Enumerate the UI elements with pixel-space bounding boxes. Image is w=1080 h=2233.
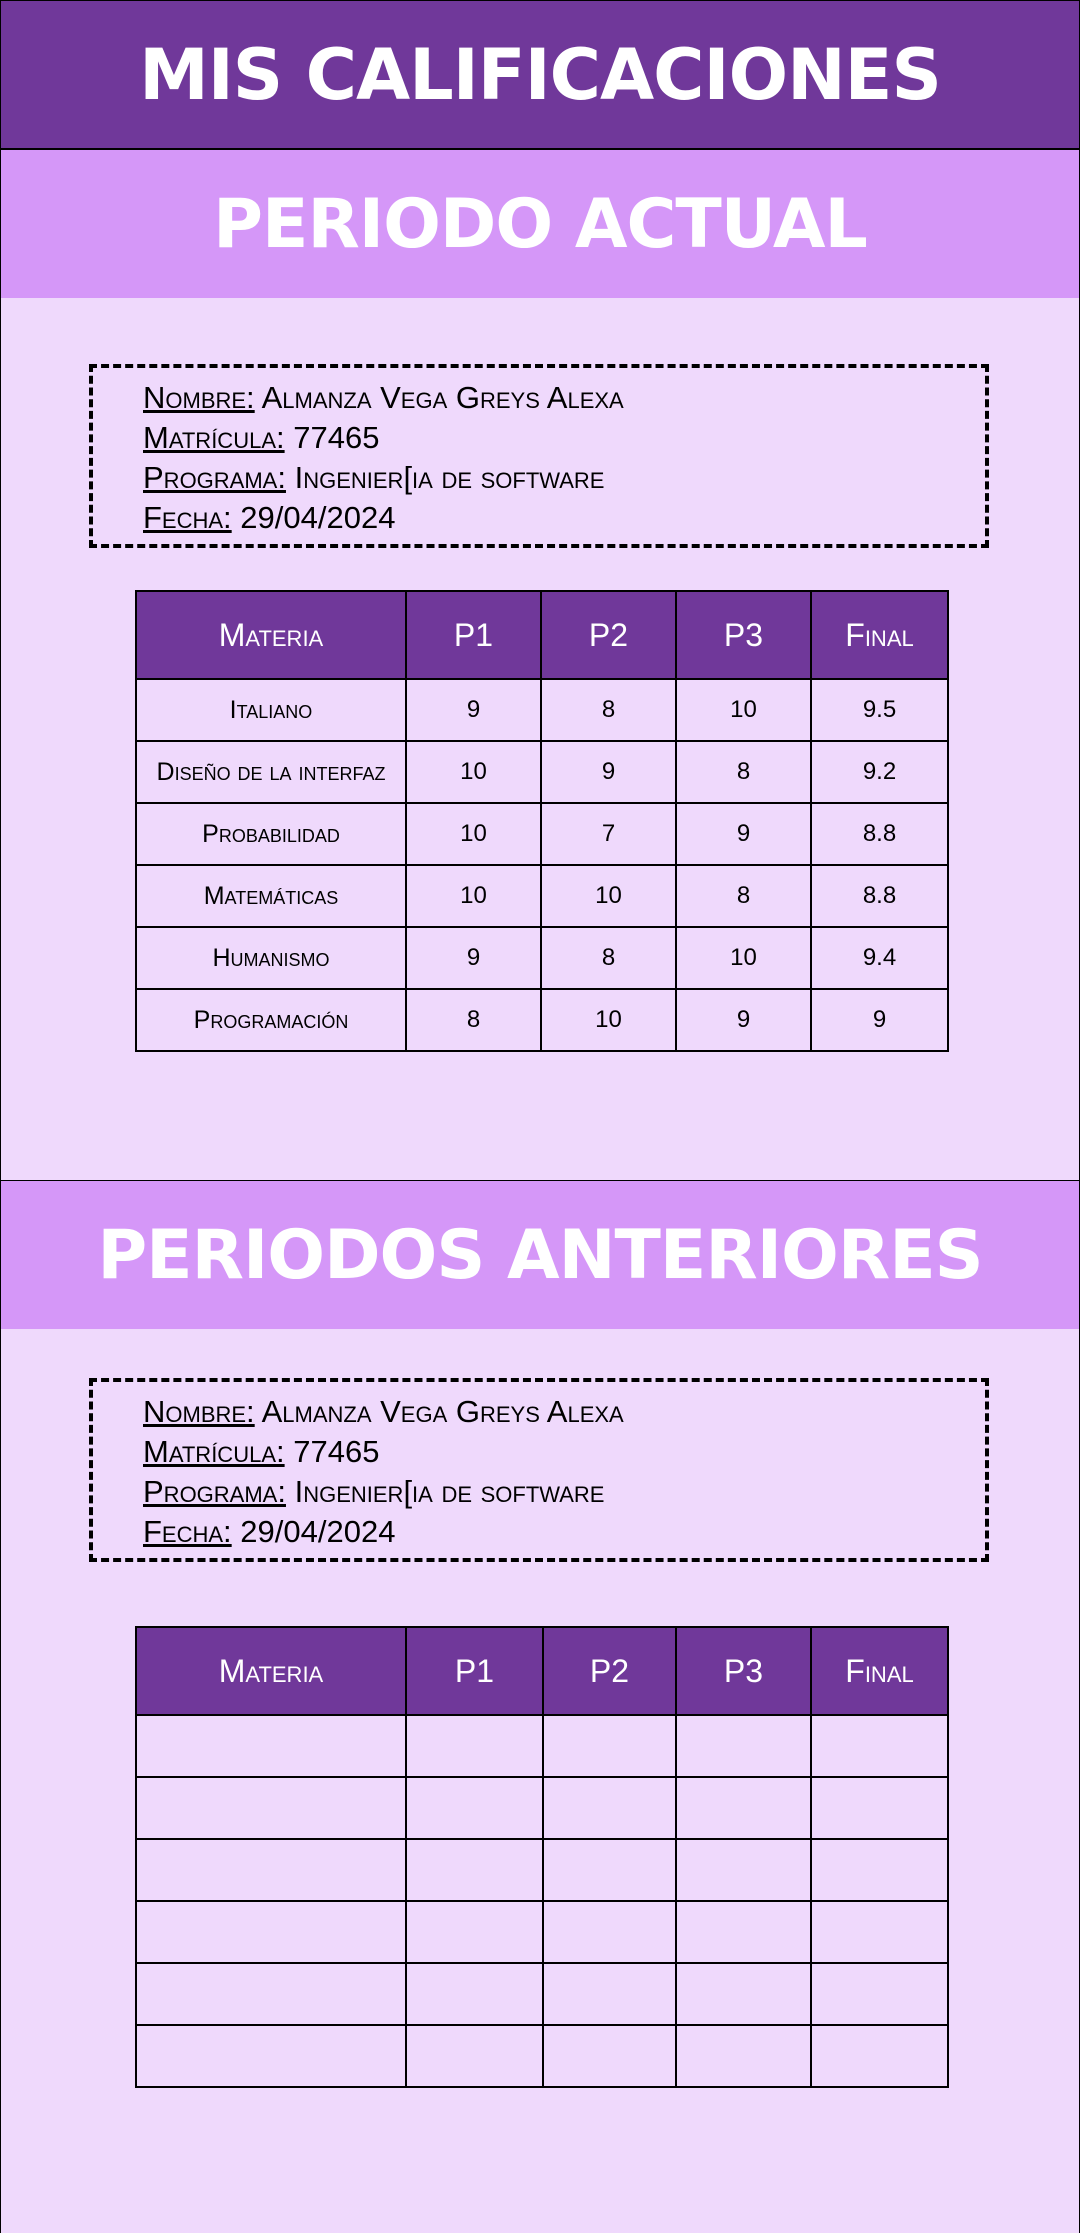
final-cell — [811, 2025, 948, 2087]
app-header — [0, 0, 1080, 149]
table-row — [136, 989, 948, 1051]
subject-cell — [136, 1963, 406, 2025]
name-row — [143, 378, 985, 418]
final-cell — [811, 1963, 948, 2025]
grade-cell: 8 — [406, 989, 541, 1051]
table-row — [136, 927, 948, 989]
column-header: P2 — [543, 1627, 676, 1715]
final-cell: 9 — [811, 989, 948, 1051]
table-header-row — [136, 591, 948, 679]
grade-cell — [406, 1715, 543, 1777]
column-header: Materia — [136, 591, 406, 679]
column-header: Final — [811, 591, 948, 679]
grade-cell — [543, 1715, 676, 1777]
subject-cell: Humanismo — [136, 927, 406, 989]
grade-cell — [676, 1901, 811, 1963]
grade-cell: 8 — [541, 679, 676, 741]
page-title: MIS CALIFICACIONES — [139, 33, 941, 116]
name-row — [143, 1392, 985, 1432]
section-header-previous — [0, 1180, 1080, 1330]
subject-cell: Programación — [136, 989, 406, 1051]
grade-cell: 9 — [541, 741, 676, 803]
grade-cell — [406, 1777, 543, 1839]
subject-cell — [136, 1901, 406, 1963]
final-cell — [811, 1715, 948, 1777]
program-value: Ingenier[ia de software — [294, 460, 605, 495]
table-row — [136, 1777, 948, 1839]
grade-cell: 10 — [541, 989, 676, 1051]
grade-cell: 9 — [676, 803, 811, 865]
table-header-row — [136, 1627, 948, 1715]
final-cell: 9.4 — [811, 927, 948, 989]
grade-cell: 9 — [676, 989, 811, 1051]
final-cell: 8.8 — [811, 803, 948, 865]
id-value: 77465 — [293, 420, 380, 455]
table-row — [136, 1901, 948, 1963]
date-value: 29/04/2024 — [240, 500, 396, 535]
grade-cell: 9 — [406, 679, 541, 741]
grade-cell: 9 — [406, 927, 541, 989]
id-row — [143, 418, 985, 458]
name-value: Almanza Vega Greys Alexa — [261, 1394, 624, 1429]
grade-cell — [406, 1839, 543, 1901]
grade-cell — [543, 1901, 676, 1963]
section-title-previous: PERIODOS ANTERIORES — [97, 1215, 983, 1295]
column-header: Final — [811, 1627, 948, 1715]
grades-table-current — [135, 590, 949, 1052]
grade-cell — [406, 2025, 543, 2087]
grade-cell: 10 — [541, 865, 676, 927]
table-row — [136, 1715, 948, 1777]
final-cell — [811, 1777, 948, 1839]
grade-cell — [406, 1963, 543, 2025]
column-header: P1 — [406, 591, 541, 679]
column-header: P3 — [676, 591, 811, 679]
grade-cell — [676, 1715, 811, 1777]
date-label: Fecha: — [143, 500, 232, 535]
grade-cell — [676, 1777, 811, 1839]
grade-cell: 10 — [406, 865, 541, 927]
id-label: Matrícula: — [143, 420, 285, 455]
subject-cell: Italiano — [136, 679, 406, 741]
id-label: Matrícula: — [143, 1434, 285, 1469]
grade-cell: 10 — [406, 803, 541, 865]
date-row — [143, 498, 985, 538]
grade-cell — [406, 1901, 543, 1963]
grade-cell: 8 — [541, 927, 676, 989]
id-row — [143, 1432, 985, 1472]
section-title-current: PERIODO ACTUAL — [213, 184, 867, 264]
grade-cell — [676, 2025, 811, 2087]
column-header: P1 — [406, 1627, 543, 1715]
name-value: Almanza Vega Greys Alexa — [261, 380, 624, 415]
table-row — [136, 741, 948, 803]
grade-cell — [676, 1963, 811, 2025]
student-info-card — [89, 1378, 989, 1562]
program-row — [143, 458, 985, 498]
grades-table-previous — [135, 1626, 949, 2088]
grade-cell — [676, 1839, 811, 1901]
final-cell: 9.2 — [811, 741, 948, 803]
previous-periods-panel — [0, 1329, 1080, 2233]
date-label: Fecha: — [143, 1514, 232, 1549]
grade-cell — [543, 1963, 676, 2025]
subject-cell — [136, 1839, 406, 1901]
subject-cell: Diseño de la interfaz — [136, 741, 406, 803]
subject-cell — [136, 1777, 406, 1839]
final-cell: 8.8 — [811, 865, 948, 927]
grade-cell: 8 — [676, 865, 811, 927]
table-row — [136, 2025, 948, 2087]
subject-cell: Probabilidad — [136, 803, 406, 865]
column-header: Materia — [136, 1627, 406, 1715]
table-row — [136, 679, 948, 741]
program-value: Ingenier[ia de software — [294, 1474, 605, 1509]
grade-cell — [543, 1777, 676, 1839]
grade-cell — [543, 1839, 676, 1901]
final-cell — [811, 1901, 948, 1963]
subject-cell: Matemáticas — [136, 865, 406, 927]
current-period-panel — [0, 298, 1080, 1181]
table-row — [136, 1839, 948, 1901]
grade-cell: 10 — [676, 679, 811, 741]
grade-cell — [543, 2025, 676, 2087]
id-value: 77465 — [293, 1434, 380, 1469]
name-label: Nombre: — [143, 1394, 255, 1429]
column-header: P3 — [676, 1627, 811, 1715]
table-row — [136, 1963, 948, 2025]
program-row — [143, 1472, 985, 1512]
grade-cell: 10 — [406, 741, 541, 803]
date-row — [143, 1512, 985, 1552]
final-cell — [811, 1839, 948, 1901]
table-row — [136, 803, 948, 865]
program-label: Programa: — [143, 1474, 286, 1509]
grade-cell: 8 — [676, 741, 811, 803]
final-cell: 9.5 — [811, 679, 948, 741]
grade-cell: 10 — [676, 927, 811, 989]
subject-cell — [136, 1715, 406, 1777]
column-header: P2 — [541, 591, 676, 679]
grade-cell: 7 — [541, 803, 676, 865]
program-label: Programa: — [143, 460, 286, 495]
name-label: Nombre: — [143, 380, 255, 415]
section-header-current — [0, 149, 1080, 299]
date-value: 29/04/2024 — [240, 1514, 396, 1549]
table-row — [136, 865, 948, 927]
student-info-card — [89, 364, 989, 548]
subject-cell — [136, 2025, 406, 2087]
